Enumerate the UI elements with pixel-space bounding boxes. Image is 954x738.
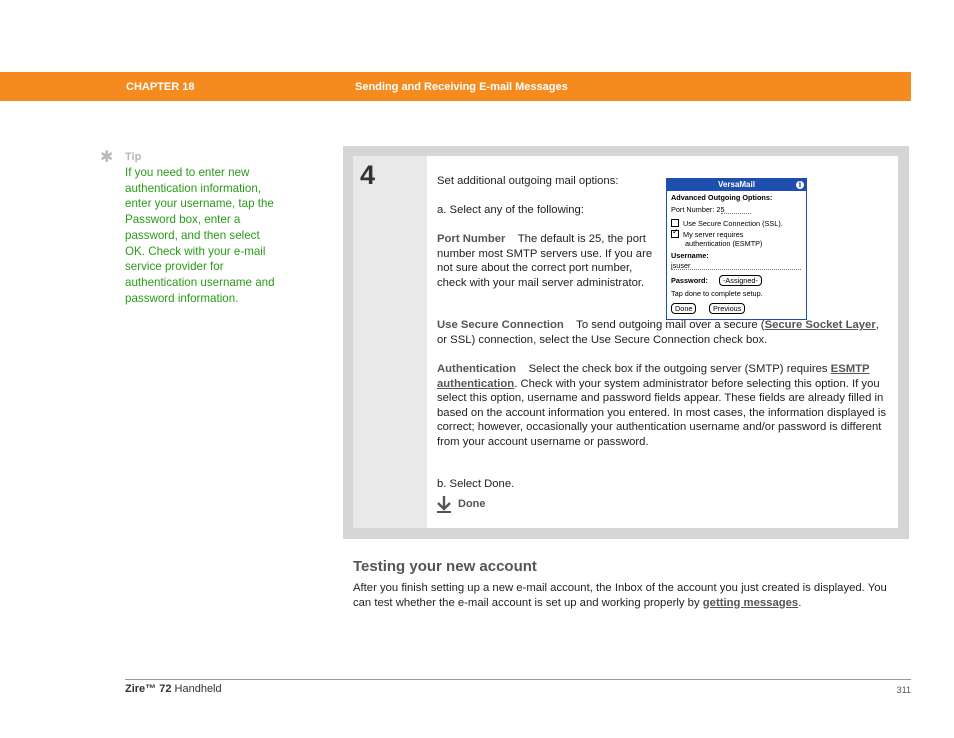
device-title: VersaMail (718, 180, 755, 189)
device-username-value[interactable]: jsuser (671, 261, 691, 270)
step-sub-a: a. Select any of the following: (437, 204, 584, 216)
device-password-label: Password: (671, 276, 708, 285)
device-hint: Tap done to complete setup. (671, 289, 763, 298)
device-port-label: Port Number: (671, 205, 715, 214)
device-done-button[interactable]: Done (671, 303, 696, 314)
step-number-cell (353, 156, 427, 528)
esmtp-link[interactable]: ESMTP authentication (437, 363, 870, 390)
ssl-checkbox[interactable] (671, 219, 679, 227)
auth-checkbox[interactable] (671, 230, 679, 238)
asterisk-icon: ✱ (100, 149, 114, 166)
device-port-value[interactable]: 25 (716, 205, 725, 214)
footer-product-rest: Handheld (171, 683, 222, 695)
auth-checkbox-label-2: authentication (ESMTP) (685, 239, 763, 248)
tip-body: If you need to enter new authentication information, enter your username, tap the Password box, enter a password, and then select OK. Check with your e-mail service provider for authentication username and password information. (125, 166, 275, 305)
ssl-text-2: , or SSL) connection, select the Use Secure Connection check box. (437, 319, 879, 346)
ssl-checkbox-label: Use Secure Connection (SSL). (683, 219, 783, 228)
page-number: 311 (896, 685, 911, 695)
auth-checkbox-label-1: My server requires (683, 230, 744, 239)
device-heading: Advanced Outgoing Options: (671, 193, 773, 202)
footer-rule (125, 679, 911, 680)
section-title: Testing your new account (353, 558, 537, 575)
getting-messages-link[interactable]: getting messages (702, 596, 799, 609)
section-body-2: . (798, 596, 802, 609)
auth-text-2: . Check with your system administrator before selecting this option. If you select this option, username and password fields appear. These fields are already filled in based on the account information you entered. In most cases, the information displayed is correct; however, occasionally your authentication username and/or password is different from your account username or password. (437, 377, 886, 448)
ssl-label: Use Secure Connection (437, 319, 564, 331)
device-port-row (671, 205, 725, 214)
step-intro: Set additional outgoing mail options: (437, 175, 619, 187)
ssl-link[interactable]: Secure Socket Layer (764, 319, 876, 331)
auth-text-1: Select the check box if the outgoing server (SMTP) requires (528, 363, 828, 375)
info-icon[interactable]: i (796, 181, 804, 189)
down-arrow-icon (437, 495, 451, 513)
chapter-title: Sending and Receiving E-mail Messages (355, 81, 568, 93)
done-label: Done (458, 498, 486, 510)
chapter-label: CHAPTER 18 (126, 81, 195, 93)
device-port-field[interactable] (721, 213, 751, 214)
chapter-header-bar (0, 72, 911, 101)
footer-product (125, 683, 222, 695)
device-password-box[interactable]: -Assigned- (719, 275, 762, 286)
auth-label: Authentication (437, 363, 517, 375)
section-body (353, 581, 898, 610)
section-body-1: After you finish setting up a new e-mail account, the Inbox of the account you just created is displayed. You can test whether the e-mail account is set up and working properly by (353, 582, 887, 609)
device-auth-row[interactable] (671, 230, 743, 239)
device-username-label: Username: (671, 251, 709, 260)
device-screenshot (666, 178, 807, 320)
step-number: 4 (360, 160, 376, 190)
device-ssl-row[interactable] (671, 219, 783, 228)
device-username-field[interactable] (671, 269, 801, 270)
device-title-bar (667, 179, 806, 191)
tip-title: Tip (125, 151, 142, 163)
device-previous-button[interactable]: Previous (709, 303, 745, 314)
auth-paragraph (437, 362, 889, 449)
step-sub-b: b. Select Done. (437, 478, 515, 490)
port-number-text: The default is 25, the port number most SMTP servers use. If you are not sure about the correct port number, check with your mail server administrator. (437, 233, 653, 289)
ssl-paragraph (437, 318, 889, 347)
ssl-text-1: To send outgoing mail over a secure ( (576, 319, 765, 331)
port-number-paragraph (437, 232, 653, 290)
port-number-label: Port Number (437, 233, 506, 245)
footer-product-name: Zire™ 72 (125, 683, 172, 695)
